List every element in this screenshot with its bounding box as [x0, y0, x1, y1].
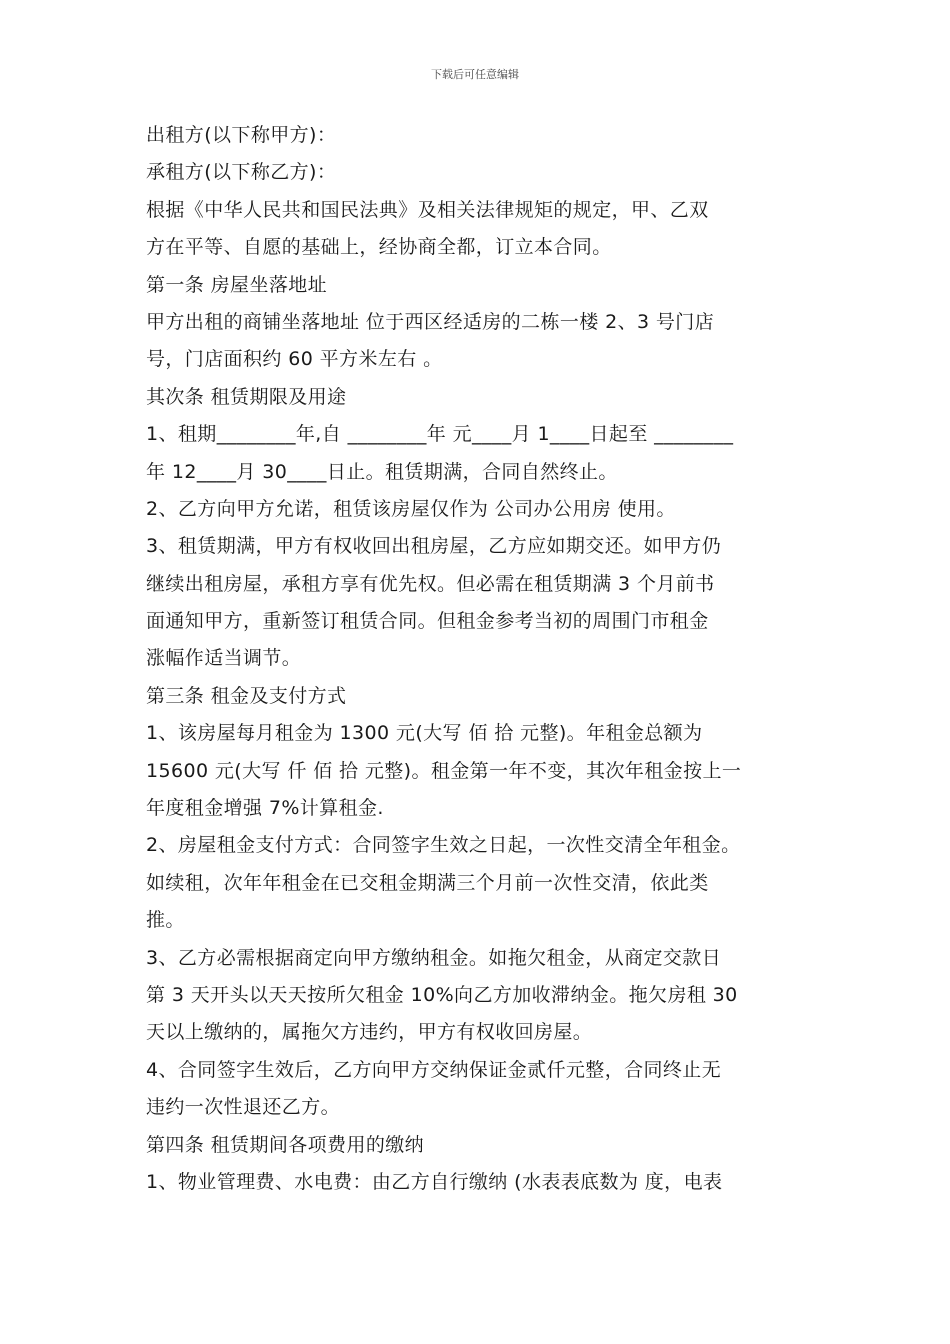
body-line: 第 3 天开头以天天按所欠租金 10%向乙方加收滞纳金。拖欠房租 30 [146, 983, 738, 1006]
party-a-line: 出租方(以下称甲方)： [146, 124, 337, 146]
article-heading: 第三条 租金及支付方式 [146, 684, 347, 707]
body-line: 号，门店面积约 60 平方米左右 。 [146, 348, 443, 371]
body-line: 如续租，次年年租金在已交租金期满三个月前一次性交清，依此类 [146, 871, 709, 894]
party-b-line: 承租方(以下称乙方)： [146, 161, 337, 184]
body-line: 涨幅作适当调节。 [146, 647, 302, 670]
article-heading: 第一条 房屋坐落地址 [146, 273, 328, 296]
body-line: 1、租期________年,自 ________年 元____月 1____日起至 ________ [146, 423, 734, 446]
body-line: 年度租金增强 7%计算租金. [146, 797, 384, 820]
body-line: 3、乙方必需根据商定向甲方缴纳租金。如拖欠租金，从商定交款日 [146, 946, 722, 969]
body-line: 推。 [146, 909, 185, 932]
body-line: 3、租赁期满，甲方有权收回出租房屋，乙方应如期交还。如甲方仍 [146, 535, 722, 558]
body-line: 天以上缴纳的，属拖欠方违约，甲方有权收回房屋。 [146, 1021, 593, 1044]
body-line: 15600 元(大写 仟 佰 拾 元整)。租金第一年不变，其次年租金按上一 [146, 759, 742, 782]
article-heading: 其次条 租赁期限及用途 [146, 385, 347, 408]
body-line: 1、该房屋每月租金为 1300 元(大写 佰 拾 元整)。年租金总额为 [146, 722, 703, 745]
page-header: 下载后可任意编辑 [431, 68, 519, 81]
body-line: 2、房屋租金支付方式：合同签字生效之日起，一次性交清全年租金。 [146, 834, 741, 857]
body-line: 继续出租房屋，承租方享有优先权。但必需在租赁期满 3 个月前书 [146, 572, 715, 595]
body-line: 2、乙方向甲方允诺，租赁该房屋仅作为 公司办公用房 使用。 [146, 497, 676, 520]
article-heading: 第四条 租赁期间各项费用的缴纳 [146, 1133, 425, 1156]
body-line: 4、合同签字生效后，乙方向甲方交纳保证金贰仟元整，合同终止无 [146, 1058, 722, 1081]
body-line: 甲方出租的商铺坐落地址 位于西区经适房的二栋一楼 2、3 号门店 [146, 310, 715, 333]
body-line: 违约一次性退还乙方。 [146, 1096, 341, 1119]
document-body [146, 117, 826, 1201]
body-line: 年 12____月 30____日止。租赁期满，合同自然终止。 [146, 460, 618, 483]
preamble-line: 根据《中华人民共和国民法典》及相关法律规矩的规定，甲、乙双 [146, 198, 709, 221]
body-line: 1、物业管理费、水电费：由乙方自行缴纳 (水表表底数为 度，电表 [146, 1170, 723, 1193]
preamble-line: 方在平等、自愿的基础上，经协商全都，订立本合同。 [146, 236, 612, 259]
body-line: 面通知甲方，重新签订租赁合同。但租金参考当初的周围门市租金 [146, 610, 709, 633]
